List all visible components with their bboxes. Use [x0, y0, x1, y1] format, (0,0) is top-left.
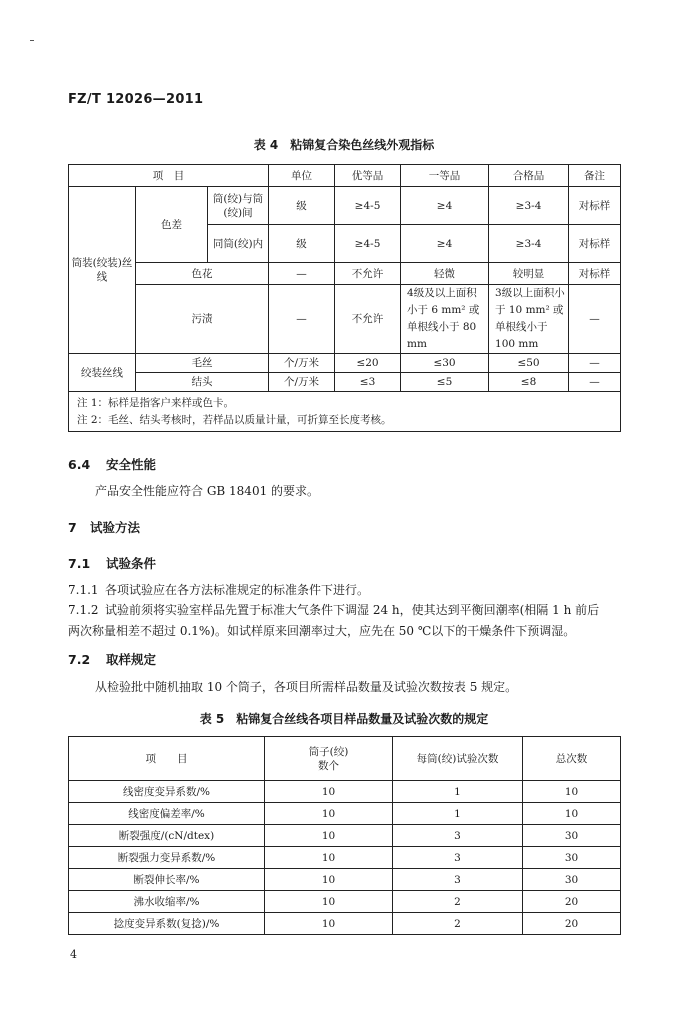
- t4-row4-unit: —: [269, 285, 335, 354]
- t5-h-tests-per-bobbin: 每筒(绞)试验次数: [393, 737, 523, 781]
- t5-r4-bobbins: 10: [265, 847, 393, 869]
- t4-row1-excellent: ≥4-5: [335, 187, 401, 225]
- t4-row2-note: 对标样: [569, 225, 621, 263]
- t5-r5-tests: 3: [393, 869, 523, 891]
- section-6-4-heading: [68, 455, 156, 473]
- t4-row2-first: ≥4: [401, 225, 489, 263]
- t4-h-excellent: 优等品: [335, 165, 401, 187]
- standard-header: FZ/T 12026—2011: [68, 92, 204, 107]
- t4-row3-unit: —: [269, 263, 335, 285]
- t5-h-total: 总次数: [523, 737, 621, 781]
- t4-row-fuzz: [69, 354, 621, 373]
- t5-r3-total: 30: [523, 825, 621, 847]
- t4-row2-label: 同筒(绞)内: [208, 225, 269, 263]
- t4-row5-note: —: [569, 354, 621, 373]
- clause-7-1-2-number: 7.1.2: [68, 603, 99, 617]
- t5-r1-item: 线密度变异系数/%: [69, 781, 265, 803]
- t4-row4-label: 污渍: [136, 285, 269, 354]
- t4-row3-pass: 较明显: [489, 263, 569, 285]
- table-row: [69, 825, 621, 847]
- t5-r7-bobbins: 10: [265, 913, 393, 935]
- table5-caption: 表 5 粘锦复合丝线各项目样品数量及试验次数的规定: [199, 712, 489, 726]
- t4-row4-first: 4级及以上面积小于 6 mm² 或单根线小于 80 mm: [401, 285, 489, 354]
- t5-r4-tests: 3: [393, 847, 523, 869]
- t4-row6-label: 结头: [136, 373, 269, 392]
- t5-r4-item: 断裂强力变异系数/%: [69, 847, 265, 869]
- t5-r6-item: 沸水收缩率/%: [69, 891, 265, 913]
- t5-r7-total: 20: [523, 913, 621, 935]
- t4-sub-color-diff: 色差: [136, 187, 208, 263]
- table5: [68, 736, 621, 935]
- table-row: [69, 803, 621, 825]
- t5-r4-total: 30: [523, 847, 621, 869]
- t4-h-note: 备注: [569, 165, 621, 187]
- t5-r7-tests: 2: [393, 913, 523, 935]
- t5-h-bobbins: 筒子(绞)数个: [265, 737, 393, 781]
- t4-h-first: 一等品: [401, 165, 489, 187]
- t4-row5-excellent: ≤20: [335, 354, 401, 373]
- t5-r1-total: 10: [523, 781, 621, 803]
- section-6-4-text: 产品安全性能应符合 GB 18401 的要求。: [95, 484, 320, 498]
- table-row: [69, 847, 621, 869]
- t4-row6-first: ≤5: [401, 373, 489, 392]
- clause-7-1-2: [68, 600, 599, 621]
- t5-r3-bobbins: 10: [265, 825, 393, 847]
- t4-row1-note: 对标样: [569, 187, 621, 225]
- clause-7-1-1: [68, 580, 369, 601]
- t4-note-1: 注 1：标样是指客户来样或色卡。: [77, 396, 235, 409]
- t4-notes-row: [69, 392, 621, 432]
- t5-r2-tests: 1: [393, 803, 523, 825]
- table-row: [69, 913, 621, 935]
- t4-notes: [69, 392, 621, 432]
- t4-row3-excellent: 不允许: [335, 263, 401, 285]
- t4-h-unit: 单位: [269, 165, 335, 187]
- t4-row1-pass: ≥3-4: [489, 187, 569, 225]
- section-7-number: 7: [68, 520, 77, 535]
- section-7-1-number: 7.1: [68, 556, 91, 571]
- t4-row5-label: 毛丝: [136, 354, 269, 373]
- t5-r2-item: 线密度偏差率/%: [69, 803, 265, 825]
- t4-row6-pass: ≤8: [489, 373, 569, 392]
- section-6-4-title: 安全性能: [106, 457, 157, 472]
- t4-h-item: 项 目: [69, 165, 269, 187]
- t4-row2-pass: ≥3-4: [489, 225, 569, 263]
- page-number: 4: [70, 948, 77, 961]
- section-7-1-title: 试验条件: [106, 556, 157, 571]
- table-row: [69, 869, 621, 891]
- scan-mark: [30, 40, 34, 41]
- t4-row5-unit: 个/万米: [269, 354, 335, 373]
- t4-row-stain: [69, 285, 621, 354]
- t4-row-knot: [69, 373, 621, 392]
- t5-r6-total: 20: [523, 891, 621, 913]
- t5-r2-bobbins: 10: [265, 803, 393, 825]
- t4-row3-note: 对标样: [569, 263, 621, 285]
- t4-row1-first: ≥4: [401, 187, 489, 225]
- t4-row5-first: ≤30: [401, 354, 489, 373]
- t4-row3-label: 色花: [136, 263, 269, 285]
- table4-caption: 表 4 粘锦复合染色丝线外观指标: [253, 138, 435, 152]
- t4-group-skein: 绞装丝线: [69, 354, 136, 392]
- t5-r3-tests: 3: [393, 825, 523, 847]
- section-7-2-text: 从检验批中随机抽取 10 个筒子，各项目所需样品数量及试验次数按表 5 规定。: [95, 680, 518, 694]
- t5-r3-item: 断裂强度/(cN/dtex): [69, 825, 265, 847]
- t5-r1-bobbins: 10: [265, 781, 393, 803]
- section-7-title: 试验方法: [90, 520, 141, 535]
- t4-row-color-spot: [69, 263, 621, 285]
- t4-row6-unit: 个/万米: [269, 373, 335, 392]
- clause-7-1-1-number: 7.1.1: [68, 583, 99, 597]
- t5-h-item: 项 目: [69, 737, 265, 781]
- t5-r6-tests: 2: [393, 891, 523, 913]
- t4-row4-pass: 3级以上面积小于 10 mm² 或单根线小于 100 mm: [489, 285, 569, 354]
- t4-group-bobbin: 筒装(绞装)丝线: [69, 187, 136, 354]
- t4-row6-excellent: ≤3: [335, 373, 401, 392]
- t4-row2-unit: 级: [269, 225, 335, 263]
- table4-header-row: [69, 165, 621, 187]
- t4-row4-excellent: 不允许: [335, 285, 401, 354]
- t5-r6-bobbins: 10: [265, 891, 393, 913]
- t4-note-2: 注 2：毛丝、结头考核时，若样品以质量计量，可折算至长度考核。: [77, 413, 392, 426]
- section-7-2-heading: [68, 650, 156, 668]
- table4: [68, 164, 621, 432]
- clause-7-1-2-text-line2: 两次称量相差不超过 0.1%)。如试样原来回潮率过大，应先在 50 ℃以下的干燥条件下预调湿。: [68, 624, 576, 638]
- section-7-2-title: 取样规定: [106, 652, 157, 667]
- t4-row6-note: —: [569, 373, 621, 392]
- t5-r5-total: 30: [523, 869, 621, 891]
- section-7-2-number: 7.2: [68, 652, 91, 667]
- table-row: [69, 781, 621, 803]
- section-7-heading: [68, 518, 140, 536]
- t5-r5-bobbins: 10: [265, 869, 393, 891]
- t4-row-color-diff-between: [69, 187, 621, 225]
- section-7-1-heading: [68, 554, 156, 572]
- table-row: [69, 891, 621, 913]
- t4-row1-label: 筒(绞)与筒(绞)间: [208, 187, 269, 225]
- section-6-4-number: 6.4: [68, 457, 91, 472]
- clause-7-1-1-text: 各项试验应在各方法标准规定的标准条件下进行。: [105, 583, 370, 597]
- t5-r5-item: 断裂伸长率/%: [69, 869, 265, 891]
- t5-r2-total: 10: [523, 803, 621, 825]
- t5-r7-item: 捻度变异系数(复捻)/%: [69, 913, 265, 935]
- table5-header-row: [69, 737, 621, 781]
- t4-row5-pass: ≤50: [489, 354, 569, 373]
- t5-r1-tests: 1: [393, 781, 523, 803]
- t4-row4-note: —: [569, 285, 621, 354]
- t4-row1-unit: 级: [269, 187, 335, 225]
- t4-row2-excellent: ≥4-5: [335, 225, 401, 263]
- clause-7-1-2-text-line1: 试验前须将实验室样品先置于标准大气条件下调湿 24 h，使其达到平衡回潮率(相隔 1 h 前后: [105, 603, 600, 617]
- t4-h-pass: 合格品: [489, 165, 569, 187]
- t4-row3-first: 轻微: [401, 263, 489, 285]
